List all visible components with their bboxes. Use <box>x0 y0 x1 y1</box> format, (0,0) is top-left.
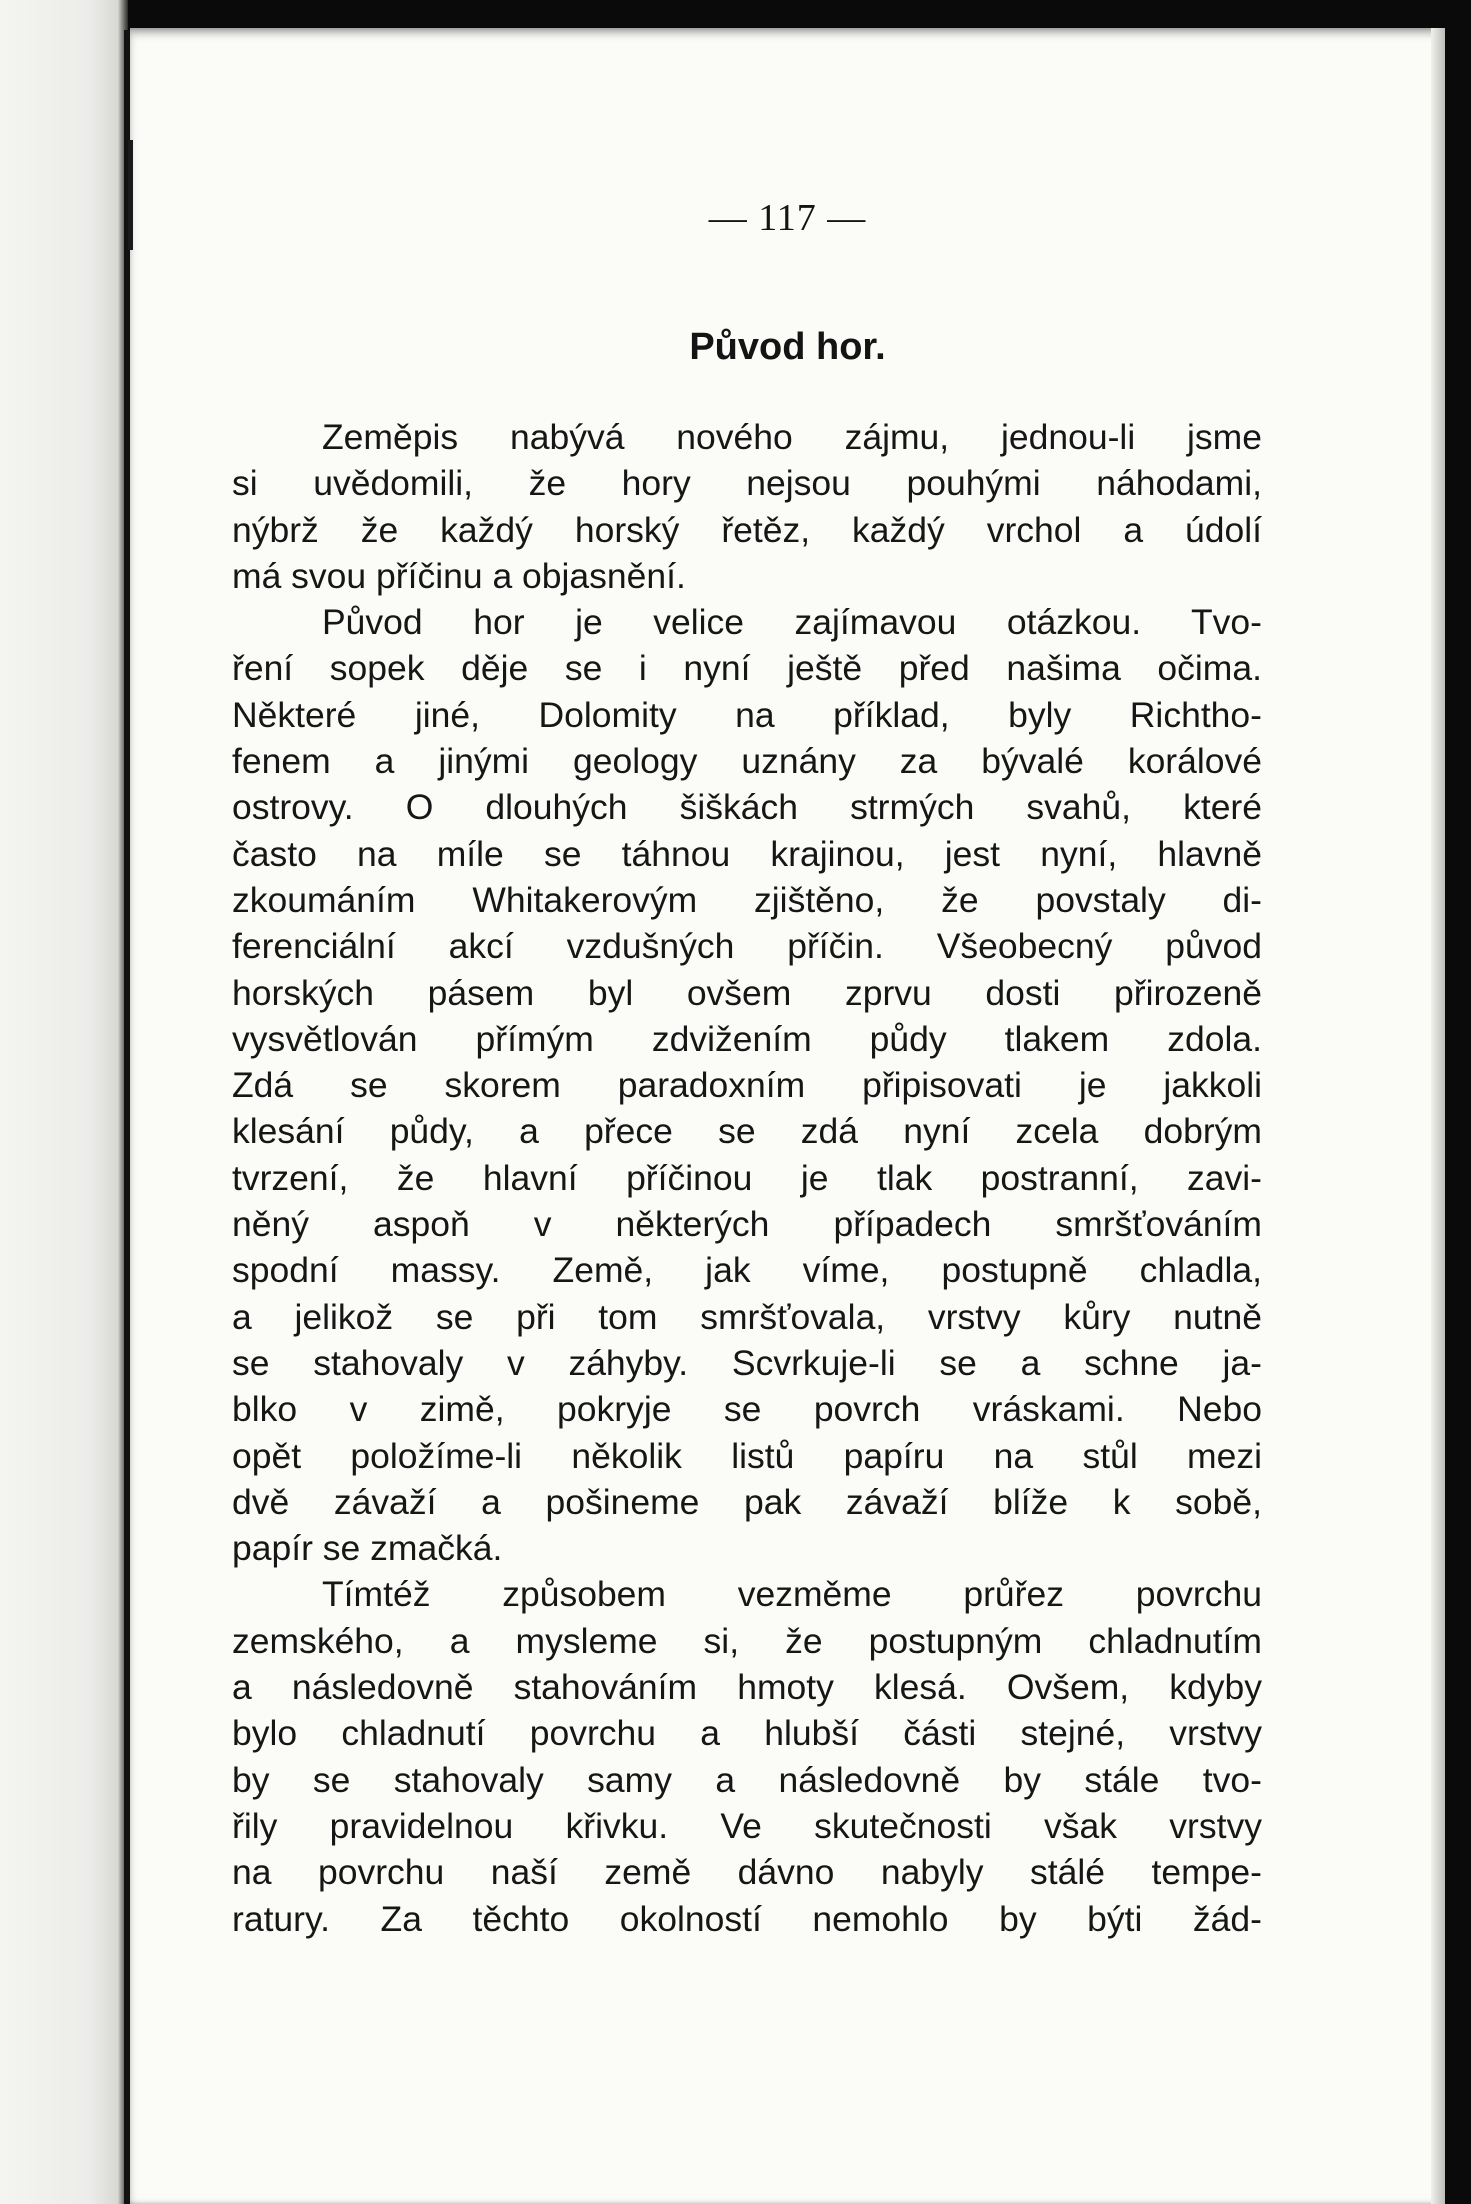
text-line: ferenciální akcí vzdušných příčin. Všeobecný původ <box>232 926 1262 967</box>
text-line: řily pravidelnou křivku. Ve skutečnosti však vrstvy <box>232 1805 1262 1846</box>
text-line: Některé jiné, Dolomity na příklad, byly Richtho- <box>232 694 1262 735</box>
text-line: Původ hor je velice zajímavou otázkou. Tvo- <box>322 602 1262 643</box>
text-line: často na míle se táhnou krajinou, jest nyní, hlavně <box>232 833 1262 874</box>
text-line: klesání půdy, a přece se zdá nyní zcela dobrým <box>232 1111 1262 1152</box>
text-line: se stahovaly v záhyby. Scvrkuje-li se a schne ja- <box>232 1342 1262 1383</box>
text-line: ření sopek děje se i nyní ještě před našima očima. <box>232 648 1262 689</box>
text-line: má svou příčinu a objasnění. <box>232 555 686 596</box>
text-line: nýbrž že každý horský řetěz, každý vrchol a údolí <box>232 509 1262 550</box>
text-line: vysvětlován přímým zdvižením půdy tlakem zdola. <box>232 1018 1262 1059</box>
text-line: na povrchu naší země dávno nabyly stálé tempe- <box>232 1852 1262 1893</box>
text-line: zemského, a mysleme si, že postupným chladnutím <box>232 1620 1262 1661</box>
page-number: — 117 — <box>708 197 867 239</box>
text-line: ratury. Za těchto okolností nemohlo by býti žád- <box>232 1898 1262 1939</box>
text-line: spodní massy. Země, jak víme, postupně chladla, <box>232 1250 1262 1291</box>
text-line: ostrovy. O dlouhých šiškách strmých svahů, které <box>232 787 1262 828</box>
previous-page-edge <box>0 0 128 2204</box>
text-line: horských pásem byl ovšem zprvu dosti přirozeně <box>232 972 1262 1013</box>
text-line: fenem a jinými geology uznány za bývalé korálové <box>232 741 1262 782</box>
section-title: Původ hor. <box>689 326 886 368</box>
text-line: a následovně stahováním hmoty klesá. Ovšem, kdyby <box>232 1667 1262 1708</box>
text-line: zkoumáním Whitakerovým zjištěno, že povstaly di- <box>232 879 1262 920</box>
text-line: tvrzení, že hlavní příčinou je tlak postranní, zavi- <box>232 1157 1262 1198</box>
text-line: by se stahovaly samy a následovně by stále tvo- <box>232 1759 1262 1800</box>
text-line: si uvědomili, že hory nejsou pouhými náhodami, <box>232 463 1262 504</box>
text-line: a jelikož se při tom smršťovala, vrstvy kůry nutně <box>232 1296 1262 1337</box>
text-line: opět položíme-li několik listů papíru na stůl mezi <box>232 1435 1262 1476</box>
text-line: Zdá se skorem paradoxním připisovati je jakkoli <box>232 1065 1262 1106</box>
text-line: Zeměpis nabývá nového zájmu, jednou-li jsme <box>322 417 1262 457</box>
text-line: blko v zimě, pokryje se povrch vráskami. Nebo <box>232 1389 1262 1430</box>
text-line: dvě závaží a pošineme pak závaží blíže k sobě, <box>232 1481 1262 1522</box>
text-line: něný aspoň v některých případech smršťováním <box>232 1204 1262 1245</box>
text-line: Tímtéž způsobem vezměme průřez povrchu <box>322 1574 1262 1615</box>
text-line: bylo chladnutí povrchu a hlubší části stejné, vrstvy <box>232 1713 1262 1754</box>
text-line: papír se zmačká. <box>232 1528 503 1569</box>
body-text <box>232 414 1262 1942</box>
